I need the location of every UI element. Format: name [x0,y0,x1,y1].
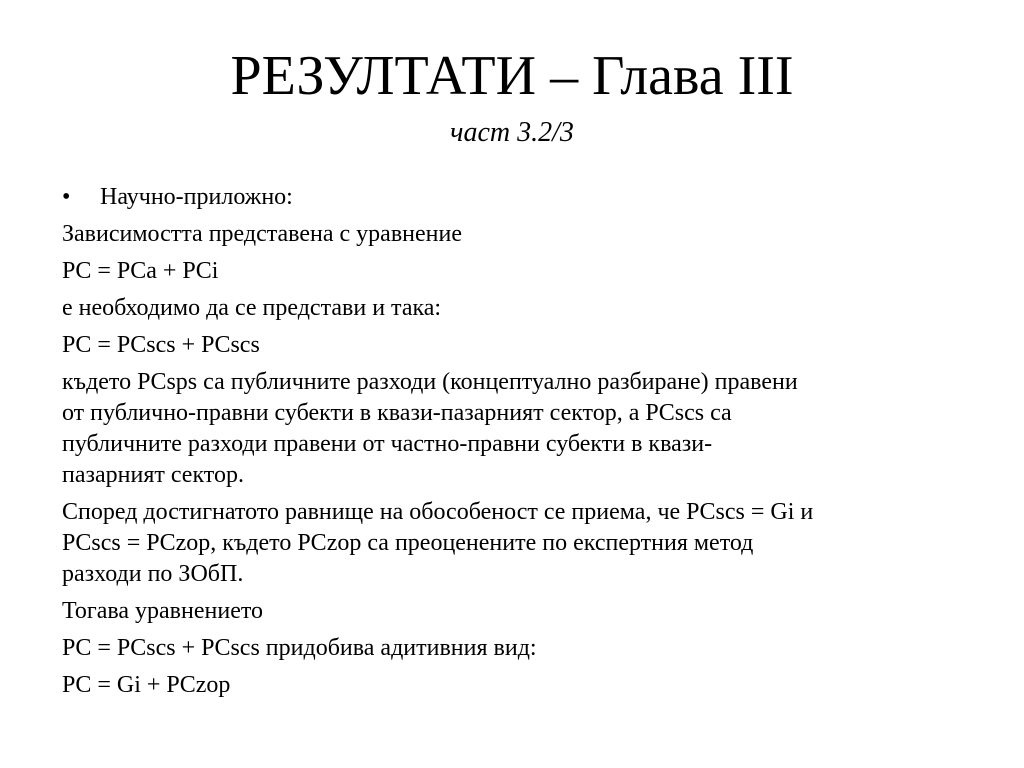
slide-body [62,182,962,707]
text-line: Тогава уравнението [62,598,264,624]
paragraph-line: пазарният сектор. [62,462,244,488]
bullet-text: Научно-приложно: [100,184,293,210]
paragraph-publichni [62,367,962,491]
equation-line: PC = PCa + PCi [62,258,219,284]
paragraph-sporde [62,497,962,590]
slide-title: РЕЗУЛТАТИ – Глава III [230,45,794,107]
equation-line: PC = PCscs + PCscs [62,332,260,358]
paragraph-line: разходи по ЗОбП. [62,561,244,587]
slide-subtitle: част 3.2/3 [450,117,574,148]
paragraph-line: от публично-правни субекти в квази-пазарният сектор, а PCscs са [62,400,732,426]
bullet-item [62,182,962,213]
paragraph-line: PCscs = PCzop, където PCzop са преоценените по експертния метод [62,530,754,556]
text-line: Зависимостта представена с уравнение [62,221,462,247]
bullet-icon: • [62,184,71,210]
text-line: е необходимо да се представи и така: [62,295,442,321]
paragraph-line: Според достигнатото равнище на обособеност се приема, че PCscs = Gi и [62,499,814,525]
equation-line: PC = PCscs + PCscs придобива адитивния вид: [62,635,537,661]
paragraph-line: публичните разходи правени от частно-правни субекти в квази- [62,431,713,457]
equation-line: PC = Gi + PCzop [62,672,231,698]
paragraph-line: където PCsps са публичните разходи (концептуално разбиране) правени [62,369,798,395]
